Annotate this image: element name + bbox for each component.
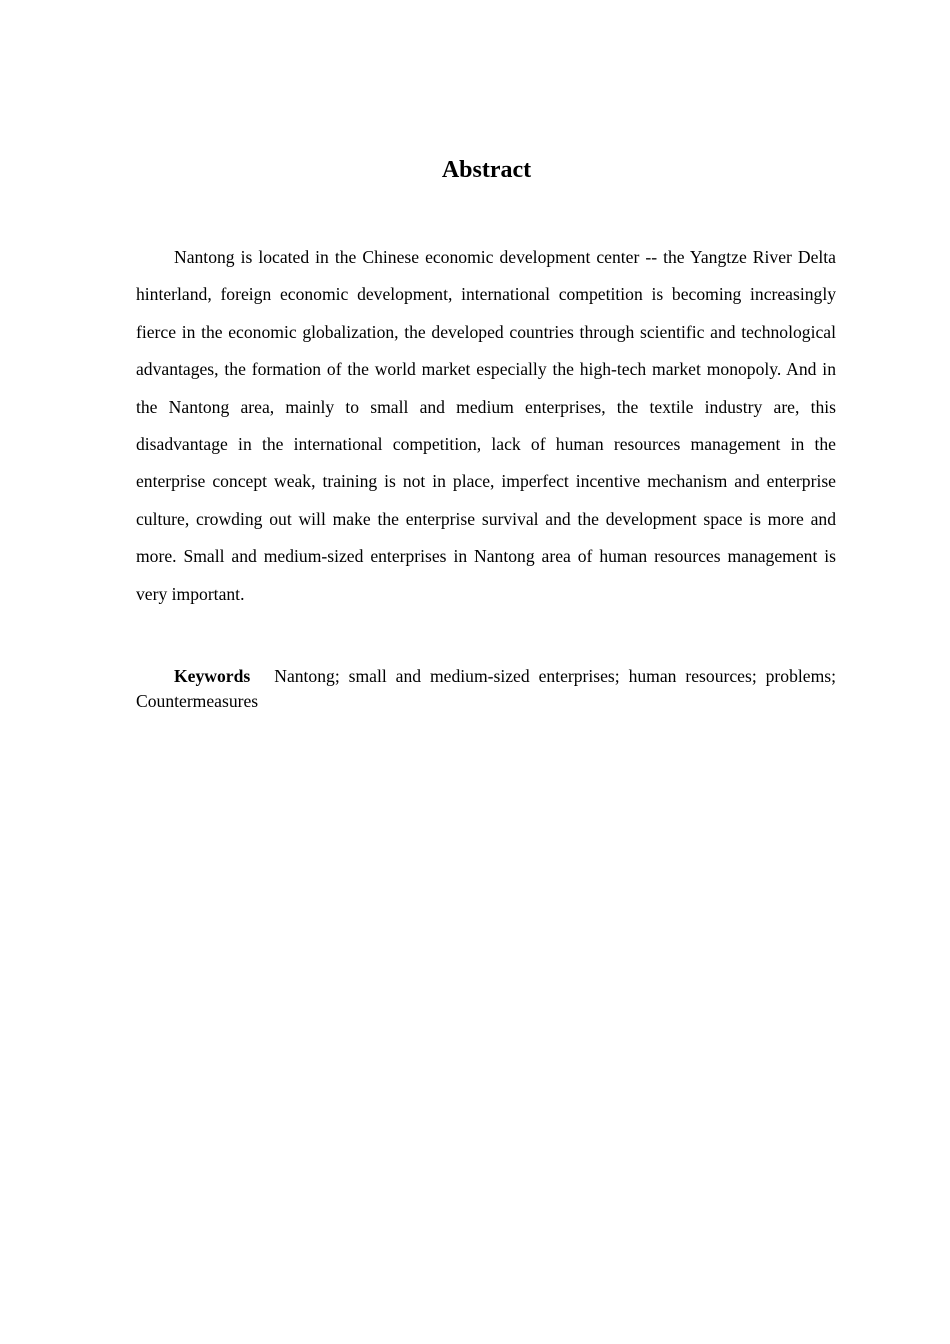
keywords-label: Keywords <box>174 666 251 686</box>
keywords-list: Nantong; small and medium-sized enterprises; human resources; problems; Countermeasures <box>136 666 836 711</box>
page-title: Abstract <box>441 157 532 183</box>
abstract-paragraph: Nantong is located in the Chinese economic development center -- the Yangtze River Delta hinterland, foreign economic development, international competition is becoming increasingly fierce in the economic globalization, the developed countries through scientific and technological advantages, the formation of the world market especially the high-tech market monopoly. And in the Nantong area, mainly to small and medium enterprises, the textile industry are, this disadvantage in the international competition, lack of human resources management in the enterprise concept weak, training is not in place, imperfect incentive mechanism and enterprise culture, crowding out will make the enterprise survival and the development space is more and more. Small and medium-sized enterprises in Nantong area of human resources management is very important. <box>136 247 836 604</box>
keywords-section <box>136 664 836 714</box>
